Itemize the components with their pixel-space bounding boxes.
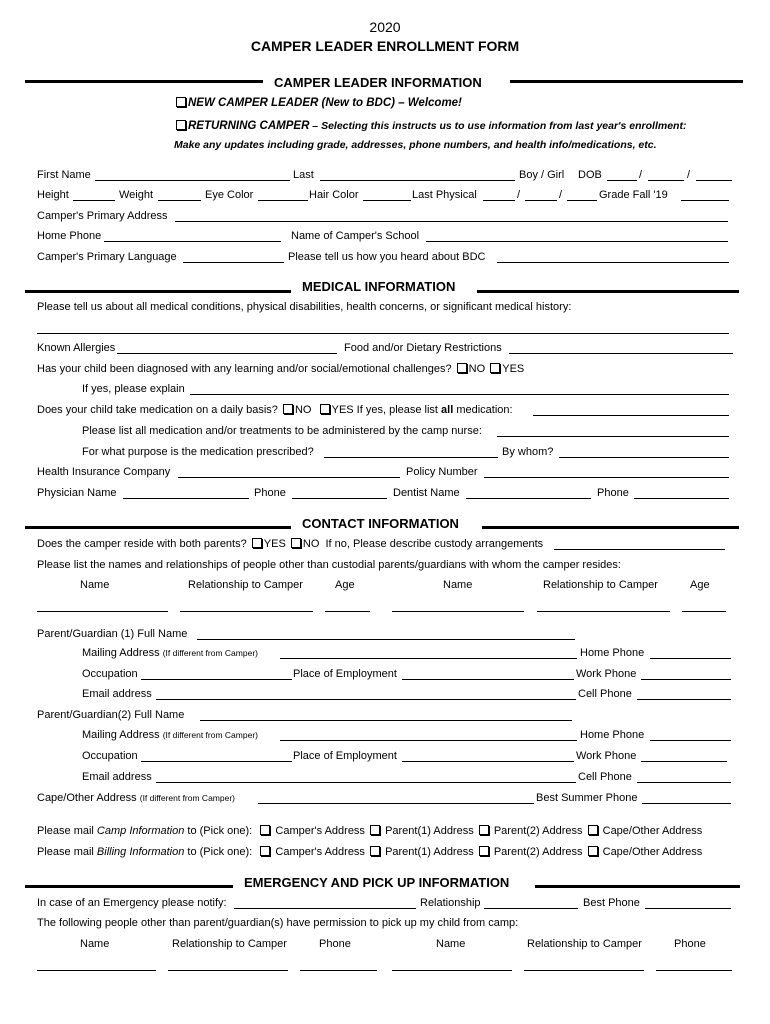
g2-home-phone-field[interactable] — [650, 740, 731, 741]
section-title-contact: CONTACT INFORMATION — [302, 516, 459, 531]
pickup-col-name: Name — [80, 938, 110, 950]
resident-age-field[interactable] — [325, 611, 370, 612]
g1-employment-field[interactable] — [402, 679, 574, 680]
notify-field[interactable] — [234, 908, 416, 909]
medical-history-field[interactable] — [37, 333, 729, 334]
dentist-field[interactable] — [466, 498, 591, 499]
physician-phone-label: Phone — [254, 487, 286, 499]
g1-email-label: Email address — [82, 688, 152, 700]
resident-age-field[interactable] — [682, 611, 726, 612]
diagnosed-yes-checkbox[interactable] — [490, 363, 500, 373]
section-divider — [25, 526, 291, 529]
guardian1-label: Parent/Guardian (1) Full Name — [37, 628, 188, 640]
new-camper-checkbox[interactable] — [176, 97, 186, 107]
purpose-label: For what purpose is the medication prescribed? — [82, 446, 314, 458]
physical-slash: / — [517, 189, 521, 201]
insurance-field[interactable] — [178, 477, 400, 478]
hair-color-field[interactable] — [363, 200, 411, 201]
g2-occupation-label: Occupation — [82, 750, 138, 762]
language-field[interactable] — [183, 262, 284, 263]
pickup-relationship-field[interactable] — [168, 970, 288, 971]
home-phone-field[interactable] — [104, 241, 281, 242]
medical-intro: Please tell us about all medical conditions, physical disabilities, health concerns, or significant medical history: — [37, 301, 572, 313]
section-divider — [25, 885, 233, 888]
billing-parent1-checkbox[interactable] — [370, 846, 380, 856]
pickup-col-phone: Phone — [674, 938, 706, 950]
pickup-col-name: Name — [436, 938, 466, 950]
billing-campers-checkbox[interactable] — [260, 846, 270, 856]
guardian1-name-field[interactable] — [197, 639, 575, 640]
returning-camper-checkbox[interactable] — [176, 120, 186, 130]
first-name-field[interactable] — [95, 180, 290, 181]
g1-mailing-label: Mailing Address (If different from Camper) — [82, 647, 258, 659]
explain-label: If yes, please explain — [82, 383, 185, 395]
billing-parent2-checkbox[interactable] — [479, 846, 489, 856]
camp-parent1-checkbox[interactable] — [370, 825, 380, 835]
eye-color-label: Eye Color — [205, 189, 254, 201]
nurse-medication-field[interactable] — [497, 436, 729, 437]
physical-year-field[interactable] — [567, 200, 597, 201]
dentist-label: Dentist Name — [393, 487, 460, 499]
g2-work-phone-label: Work Phone — [576, 750, 637, 762]
heard-label: Please tell us how you heard about BDC — [288, 251, 486, 263]
food-label: Food and/or Dietary Restrictions — [344, 342, 502, 354]
custody-field[interactable] — [554, 549, 725, 550]
g2-work-phone-field[interactable] — [641, 761, 727, 762]
g2-mailing-field[interactable] — [280, 740, 577, 741]
dob-slash: / — [639, 169, 643, 181]
pickup-label: The following people other than parent/guardian(s) have permission to pick up my child from camp: — [37, 917, 519, 929]
weight-label: Weight — [119, 189, 154, 201]
reside-yes-checkbox[interactable] — [252, 538, 262, 548]
g1-occupation-field[interactable] — [141, 679, 292, 680]
pickup-name-field[interactable] — [392, 970, 512, 971]
pickup-relationship-field[interactable] — [524, 970, 644, 971]
g2-employment-field[interactable] — [402, 761, 574, 762]
medication-list-field[interactable] — [533, 415, 729, 416]
col-age-header: Age — [335, 579, 355, 591]
first-name-label: First Name — [37, 169, 91, 181]
food-field[interactable] — [509, 353, 733, 354]
gender-label: Boy / Girl — [519, 169, 565, 181]
billing-info-mail-row: Please mail Billing Information to (Pick one): Camper's Address Parent(1) Address Parent(2) Address Cape/Other Address — [37, 846, 703, 858]
eye-color-field[interactable] — [258, 200, 308, 201]
col-name-header: Name — [443, 579, 473, 591]
pickup-col-relationship: Relationship to Camper — [172, 938, 287, 950]
section-title-leader: CAMPER LEADER INFORMATION — [274, 75, 482, 90]
g1-cell-field[interactable] — [637, 699, 731, 700]
camp-campers-checkbox[interactable] — [260, 825, 270, 835]
notify-label: In case of an Emergency please notify: — [37, 897, 227, 909]
best-summer-label: Best Summer Phone — [536, 792, 638, 804]
medication-no-checkbox[interactable] — [283, 404, 293, 414]
primary-address-label: Camper's Primary Address — [37, 210, 168, 222]
physical-month-field[interactable] — [483, 200, 515, 201]
returning-camper-option[interactable]: RETURNING CAMPER – Selecting this instructs us to use information from last year's enrollment: — [174, 120, 686, 133]
pickup-phone-field[interactable] — [656, 970, 732, 971]
cape-address-field[interactable] — [258, 803, 534, 804]
section-divider — [25, 80, 263, 83]
col-relationship-header: Relationship to Camper — [543, 579, 658, 591]
g2-employment-label: Place of Employment — [293, 750, 397, 762]
physical-slash: / — [559, 189, 563, 201]
heard-field[interactable] — [497, 262, 729, 263]
diagnosed-no-checkbox[interactable] — [457, 363, 467, 373]
reside-question: Does the camper reside with both parents? YES NO If no, Please describe custody arrangements — [37, 538, 544, 550]
medication-yes-checkbox[interactable] — [320, 404, 330, 414]
guardian2-name-field[interactable] — [200, 720, 572, 721]
list-all-label: Please list all medication and/or treatments to be administered by the camp nurse: — [82, 425, 482, 437]
resident-name-field[interactable] — [392, 611, 524, 612]
last-name-label: Last — [293, 169, 314, 181]
allergies-field[interactable] — [117, 353, 337, 354]
medication-question: Does your child take medication on a daily basis? NO YES If yes, please list all medication: — [37, 404, 513, 416]
emergency-relationship-label: Relationship — [420, 897, 481, 909]
g1-home-phone-field[interactable] — [650, 658, 731, 659]
last-physical-label: Last Physical — [412, 189, 477, 201]
section-divider — [535, 885, 740, 888]
height-field[interactable] — [73, 200, 115, 201]
dentist-phone-field[interactable] — [634, 498, 729, 499]
allergies-label: Known Allergies — [37, 342, 116, 354]
g1-work-phone-field[interactable] — [641, 679, 731, 680]
dob-label: DOB — [578, 169, 602, 181]
section-title-medical: MEDICAL INFORMATION — [302, 279, 456, 294]
g2-mailing-label: Mailing Address (If different from Camper) — [82, 729, 258, 741]
g1-employment-label: Place of Employment — [293, 668, 397, 680]
by-whom-field[interactable] — [559, 457, 729, 458]
best-phone-field[interactable] — [645, 908, 731, 909]
pickup-col-phone: Phone — [319, 938, 351, 950]
hair-color-label: Hair Color — [309, 189, 359, 201]
physician-phone-field[interactable] — [292, 498, 387, 499]
camp-info-mail-row: Please mail Camp Information to (Pick one): Camper's Address Parent(1) Address Parent(2) Address Cape/Other Address — [37, 825, 703, 837]
form-title: CAMPER LEADER ENROLLMENT FORM — [250, 38, 520, 54]
resident-name-field[interactable] — [37, 611, 168, 612]
primary-address-field[interactable] — [175, 221, 728, 222]
language-label: Camper's Primary Language — [37, 251, 177, 263]
dob-month-field[interactable] — [607, 180, 637, 181]
dob-slash: / — [687, 169, 691, 181]
section-divider — [25, 290, 291, 293]
explain-field[interactable] — [190, 394, 729, 395]
g2-cell-field[interactable] — [637, 782, 731, 783]
section-divider — [510, 80, 743, 83]
camp-cape-checkbox[interactable] — [588, 825, 598, 835]
emergency-relationship-field[interactable] — [484, 908, 578, 909]
best-phone-label: Best Phone — [583, 897, 640, 909]
guardian2-label: Parent/Guardian(2) Full Name — [37, 709, 185, 721]
school-field[interactable] — [426, 241, 728, 242]
list-people-label: Please list the names and relationships of people other than custodial parents/guardians with whom the camper resides: — [37, 559, 621, 571]
grade-field[interactable] — [681, 200, 729, 201]
weight-field[interactable] — [158, 200, 201, 201]
policy-field[interactable] — [484, 477, 729, 478]
pickup-col-relationship: Relationship to Camper — [527, 938, 642, 950]
physician-field[interactable] — [123, 498, 249, 499]
purpose-field[interactable] — [324, 457, 498, 458]
g1-work-phone-label: Work Phone — [576, 668, 637, 680]
g2-email-label: Email address — [82, 771, 152, 783]
billing-cape-checkbox[interactable] — [588, 846, 598, 856]
g1-occupation-label: Occupation — [82, 668, 138, 680]
physician-label: Physician Name — [37, 487, 117, 499]
g2-occupation-field[interactable] — [141, 761, 292, 762]
home-phone-label: Home Phone — [37, 230, 102, 242]
g1-mailing-field[interactable] — [280, 658, 577, 659]
g2-email-field[interactable] — [156, 782, 576, 783]
grade-label: Grade Fall '19 — [599, 189, 668, 201]
resident-relationship-field[interactable] — [537, 611, 670, 612]
section-divider — [482, 526, 739, 529]
g1-email-field[interactable] — [156, 699, 576, 700]
physical-day-field[interactable] — [525, 200, 557, 201]
g2-cell-label: Cell Phone — [578, 771, 632, 783]
cape-address-label: Cape/Other Address (If different from Camper) — [37, 792, 235, 804]
g1-home-phone-label: Home Phone — [580, 647, 645, 659]
pickup-name-field[interactable] — [37, 970, 156, 971]
col-relationship-header: Relationship to Camper — [188, 579, 303, 591]
reside-no-checkbox[interactable] — [291, 538, 301, 548]
camp-parent2-checkbox[interactable] — [479, 825, 489, 835]
section-title-emergency: EMERGENCY AND PICK UP INFORMATION — [244, 875, 510, 890]
col-age-header: Age — [690, 579, 710, 591]
update-note: Make any updates including grade, addresses, phone numbers, and health info/medications, etc. — [174, 139, 657, 151]
dob-year-field[interactable] — [696, 180, 732, 181]
school-label: Name of Camper's School — [291, 230, 420, 242]
new-camper-option[interactable]: NEW CAMPER LEADER (New to BDC) – Welcome! — [174, 97, 462, 110]
policy-label: Policy Number — [406, 466, 478, 478]
last-name-field[interactable] — [320, 180, 515, 181]
insurance-label: Health Insurance Company — [37, 466, 171, 478]
resident-relationship-field[interactable] — [180, 611, 313, 612]
height-label: Height — [37, 189, 69, 201]
dob-day-field[interactable] — [648, 180, 684, 181]
pickup-phone-field[interactable] — [300, 970, 377, 971]
col-name-header: Name — [80, 579, 110, 591]
diagnosed-question: Has your child been diagnosed with any learning and/or social/emotional challenges? NO YES — [37, 363, 525, 375]
best-summer-field[interactable] — [642, 803, 731, 804]
form-year: 2020 — [369, 19, 401, 35]
dentist-phone-label: Phone — [597, 487, 629, 499]
g1-cell-label: Cell Phone — [578, 688, 632, 700]
by-whom-label: By whom? — [502, 446, 554, 458]
g2-home-phone-label: Home Phone — [580, 729, 645, 741]
section-divider — [477, 290, 739, 293]
